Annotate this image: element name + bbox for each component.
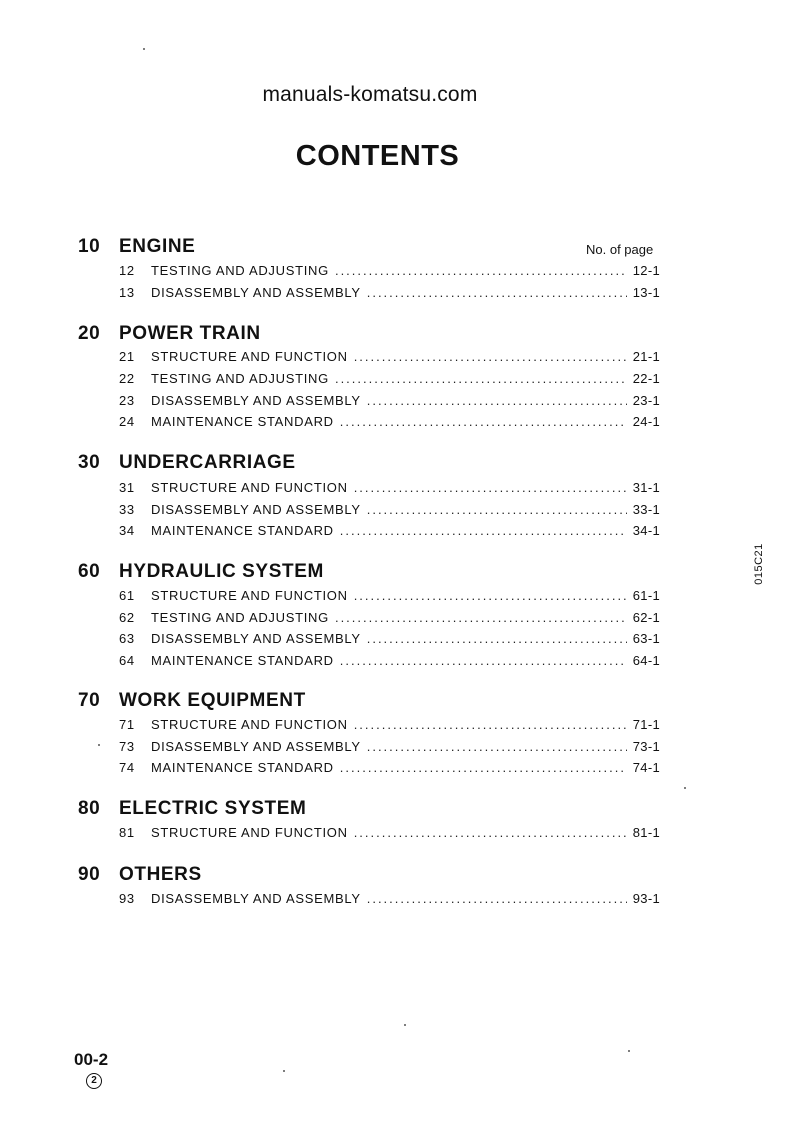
entry-title: DISASSEMBLY AND ASSEMBLY [151,631,361,646]
entry-number: 61 [119,588,135,603]
entry-number: 21 [119,349,135,364]
document-code-text: 015C21 [752,543,765,585]
toc-entry[interactable] [119,393,660,411]
entry-page: 21-1 [632,349,660,364]
section-number: 70 [78,690,101,711]
section-heading [78,452,296,474]
entry-number: 93 [119,891,135,906]
entry-page: 13-1 [632,285,660,300]
dot-leader [335,263,627,278]
section-heading [78,236,195,258]
entry-number: 34 [119,523,135,538]
entry-title: MAINTENANCE STANDARD [151,414,334,429]
entry-number: 22 [119,371,135,386]
entry-page: 74-1 [632,760,660,775]
section-title: WORK EQUIPMENT [119,690,306,711]
section-number: 60 [78,561,101,582]
dot-leader [367,285,627,300]
entry-title: TESTING AND ADJUSTING [151,371,329,386]
dot-leader [340,523,627,538]
entry-page: 64-1 [632,653,660,668]
section-title: OTHERS [119,864,202,885]
toc-entry[interactable] [119,414,660,432]
entry-title: DISASSEMBLY AND ASSEMBLY [151,502,361,517]
dot-leader [354,825,627,840]
entry-number: 74 [119,760,135,775]
section-title: UNDERCARRIAGE [119,452,296,473]
dot-leader [335,610,627,625]
page-title: CONTENTS [295,140,460,172]
toc-entry[interactable] [119,825,660,843]
section-heading [78,690,306,712]
entry-number: 71 [119,717,135,732]
dot-leader [367,891,627,906]
entry-title: STRUCTURE AND FUNCTION [151,825,348,840]
site-url: manuals-komatsu.com [262,83,478,106]
scan-speck [98,744,100,746]
entry-number: 64 [119,653,135,668]
entry-page: 31-1 [632,480,660,495]
entry-page: 34-1 [632,523,660,538]
dot-leader [367,739,627,754]
dot-leader [367,502,627,517]
dot-leader [354,349,627,364]
entry-page: 23-1 [632,393,660,408]
entry-number: 63 [119,631,135,646]
entry-page: 24-1 [632,414,660,429]
section-number: 80 [78,798,101,819]
scan-speck [628,1050,630,1052]
entry-title: STRUCTURE AND FUNCTION [151,588,348,603]
toc-entry[interactable] [119,610,660,628]
toc-entry[interactable] [119,760,660,778]
toc-entry[interactable] [119,480,660,498]
document-code [752,544,772,589]
dot-leader [340,414,627,429]
section-number: 30 [78,452,101,473]
entry-number: 33 [119,502,135,517]
entry-page: 93-1 [632,891,660,906]
dot-leader [354,588,627,603]
section-title: ELECTRIC SYSTEM [119,798,307,819]
section-heading [78,323,261,345]
dot-leader [335,371,627,386]
scan-speck [283,1070,285,1072]
toc-entry[interactable] [119,502,660,520]
section-heading [78,864,202,886]
footer-page-number: 00-2 [74,1050,109,1069]
section-heading [78,561,324,583]
entry-number: 13 [119,285,135,300]
entry-title: DISASSEMBLY AND ASSEMBLY [151,285,361,300]
dot-leader [354,717,627,732]
entry-title: MAINTENANCE STANDARD [151,523,334,538]
section-number: 20 [78,323,101,344]
entry-page: 12-1 [632,263,660,278]
toc-entry[interactable] [119,717,660,735]
dot-leader [367,631,627,646]
entry-number: 62 [119,610,135,625]
section-title: POWER TRAIN [119,323,261,344]
scan-speck [143,48,145,50]
entry-number: 73 [119,739,135,754]
toc-entry[interactable] [119,891,660,909]
entry-title: MAINTENANCE STANDARD [151,653,334,668]
dot-leader [340,653,627,668]
dot-leader [354,480,627,495]
toc-entry[interactable] [119,263,660,281]
dot-leader [340,760,627,775]
section-number: 90 [78,864,101,885]
section-heading [78,798,306,820]
entry-number: 31 [119,480,135,495]
toc-entry[interactable] [119,739,660,757]
entry-title: DISASSEMBLY AND ASSEMBLY [151,891,361,906]
entry-page: 61-1 [632,588,660,603]
entry-page: 81-1 [632,825,660,840]
entry-title: STRUCTURE AND FUNCTION [151,717,348,732]
entry-number: 24 [119,414,135,429]
entry-number: 81 [119,825,135,840]
toc-entry[interactable] [119,371,660,389]
entry-title: DISASSEMBLY AND ASSEMBLY [151,393,361,408]
entry-page: 73-1 [632,739,660,754]
entry-title: STRUCTURE AND FUNCTION [151,349,348,364]
toc-entry[interactable] [119,285,660,303]
entry-title: MAINTENANCE STANDARD [151,760,334,775]
section-number: 10 [78,236,101,257]
entry-page: 63-1 [632,631,660,646]
entry-title: TESTING AND ADJUSTING [151,263,329,278]
toc-entry[interactable] [119,349,660,367]
entry-page: 33-1 [632,502,660,517]
entry-number: 23 [119,393,135,408]
scan-speck [404,1024,406,1026]
entry-title: TESTING AND ADJUSTING [151,610,329,625]
entry-page: 22-1 [632,371,660,386]
toc-entry[interactable] [119,653,660,671]
entry-page: 71-1 [632,717,660,732]
section-title: HYDRAULIC SYSTEM [119,561,324,582]
toc-entry[interactable] [119,523,660,541]
scan-speck [684,787,686,789]
toc-entry[interactable] [119,588,660,606]
dot-leader [367,393,627,408]
entry-title: STRUCTURE AND FUNCTION [151,480,348,495]
revision-mark: 2 [86,1073,102,1089]
entry-number: 12 [119,263,135,278]
entry-title: DISASSEMBLY AND ASSEMBLY [151,739,361,754]
entry-page: 62-1 [632,610,660,625]
toc-entry[interactable] [119,631,660,649]
section-title: ENGINE [119,236,196,257]
no-of-page-label: No. of page [586,242,654,257]
